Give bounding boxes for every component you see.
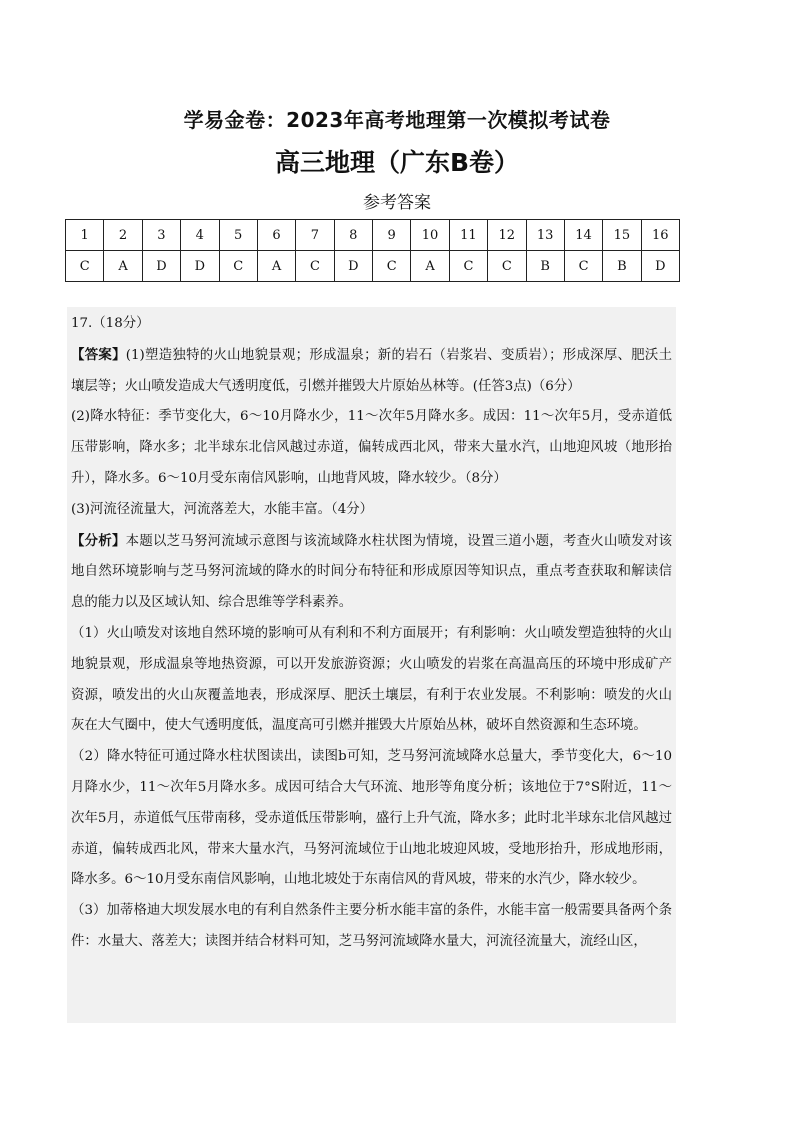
answer-part-2: (2)降水特征：季节变化大，6～10月降水少，11～次年5月降水多。成因：11～次年5月，受赤道低压带影响，降水多；北半球东北信风越过赤道，偏转成西北风，带来大量水汽，山地迎风坡（地形抬升），降水多。6～10月受东南信风影响，山地背风坡，降水较少。（8分）: [71, 409, 672, 486]
question-number: 8: [334, 220, 372, 251]
question-heading: 17.（18分）: [71, 316, 150, 331]
answer-choice: C: [66, 251, 104, 282]
question-number: 12: [488, 220, 526, 251]
exam-subtitle: 高三地理（广东B卷）: [274, 148, 520, 177]
answer-table: [65, 219, 680, 282]
answer-label: 【答案】: [71, 346, 126, 363]
answer-choice: D: [181, 251, 219, 282]
answer-text-1: (1)塑造独特的火山地貌景观；形成温泉；新的岩石（岩浆岩、变质岩）；形成深厚、肥沃土壤层等；火山喷发造成大气透明度低，引燃并摧毁大片原始丛林等。(任答3点)（6分）: [71, 347, 672, 394]
answer-choice: A: [411, 251, 449, 282]
question-number: 14: [564, 220, 602, 251]
question-number: 15: [603, 220, 641, 251]
question-number: 5: [219, 220, 257, 251]
question-number: 2: [104, 220, 142, 251]
section-title: 参考答案: [363, 193, 431, 213]
question-number: 1: [66, 220, 104, 251]
answer-choice: C: [449, 251, 487, 282]
question-17-solution: [67, 307, 676, 1023]
question-number: 16: [641, 220, 679, 251]
analysis-part-1: （1）火山喷发对该地自然环境的影响可从有利和不利方面展开；有利影响：火山喷发塑造独特的火山地貌景观，形成温泉等地热资源，可以开发旅游资源；火山喷发的岩浆在高温高压的环境中形成矿产资源，喷发出的火山灰覆盖地表，形成深厚、肥沃土壤层，有利于农业发展。不利影响：喷发的火山灰在大气圈中，使大气透明度低，温度高可引燃并摧毁大片原始丛林，破坏自然资源和生态环境。: [71, 625, 672, 734]
question-number: 10: [411, 220, 449, 251]
analysis-part-3: （3）加蒂格迪大坝发展水电的有利自然条件主要分析水能丰富的条件，水能丰富一般需要具备两个条件：水量大、落差大；读图并结合材料可知，芝马努河流域降水量大，河流径流量大，流经山区，: [71, 903, 672, 949]
answer-part-3: (3)河流径流量大，河流落差大，水能丰富。（4分）: [71, 501, 373, 517]
question-number: 3: [142, 220, 180, 251]
answer-choice: A: [104, 251, 142, 282]
question-number: 7: [296, 220, 334, 251]
question-number: 4: [181, 220, 219, 251]
answer-choice: A: [257, 251, 295, 282]
answer-choice: C: [488, 251, 526, 282]
answer-choice: C: [373, 251, 411, 282]
analysis-intro: [67, 526, 676, 619]
answer-choice: D: [334, 251, 372, 282]
question-number: 13: [526, 220, 564, 251]
answer-part-1: [67, 340, 676, 403]
question-number-row: [66, 220, 680, 251]
answer-choice: C: [219, 251, 257, 282]
question-number: 6: [257, 220, 295, 251]
answer-choice: D: [641, 251, 679, 282]
analysis-part-2: （2）降水特征可通过降水柱状图读出，读图b可知，芝马努河流域降水总量大，季节变化大，6～10月降水少，11～次年5月降水多。成因可结合大气环流、地形等角度分析；该地位于7°S附近，11～次年5月，赤道低气压带南移，受赤道低压带影响，盛行上升气流，降水多；此时北半球东北信风越过赤道，偏转成西北风，带来大量水汽，马努河流域位于山地北坡迎风坡，受地形抬升，形成地形雨，降水多。6～10月受东南信风影响，山地北坡处于东南信风的背风坡，带来的水汽少，降水较少。: [71, 749, 672, 888]
answer-choice: C: [564, 251, 602, 282]
analysis-intro-text: 本题以芝马努河流域示意图与该流域降水柱状图为情境，设置三道小题，考查火山喷发对该地自然环境影响与芝马努河流域的降水的时间分布特征和形成原因等知识点，重点考查获取和解读信息的能力以及区域认知、综合思维等学科素养。: [71, 533, 673, 611]
question-number: 11: [449, 220, 487, 251]
exam-title: 学易金卷：2023年高考地理第一次模拟考试卷: [183, 108, 611, 132]
answer-row: [66, 251, 680, 282]
answer-choice: D: [142, 251, 180, 282]
answer-choice: B: [603, 251, 641, 282]
answer-choice: B: [526, 251, 564, 282]
answer-choice: C: [296, 251, 334, 282]
question-number: 9: [373, 220, 411, 251]
analysis-label: 【分析】: [71, 532, 126, 549]
